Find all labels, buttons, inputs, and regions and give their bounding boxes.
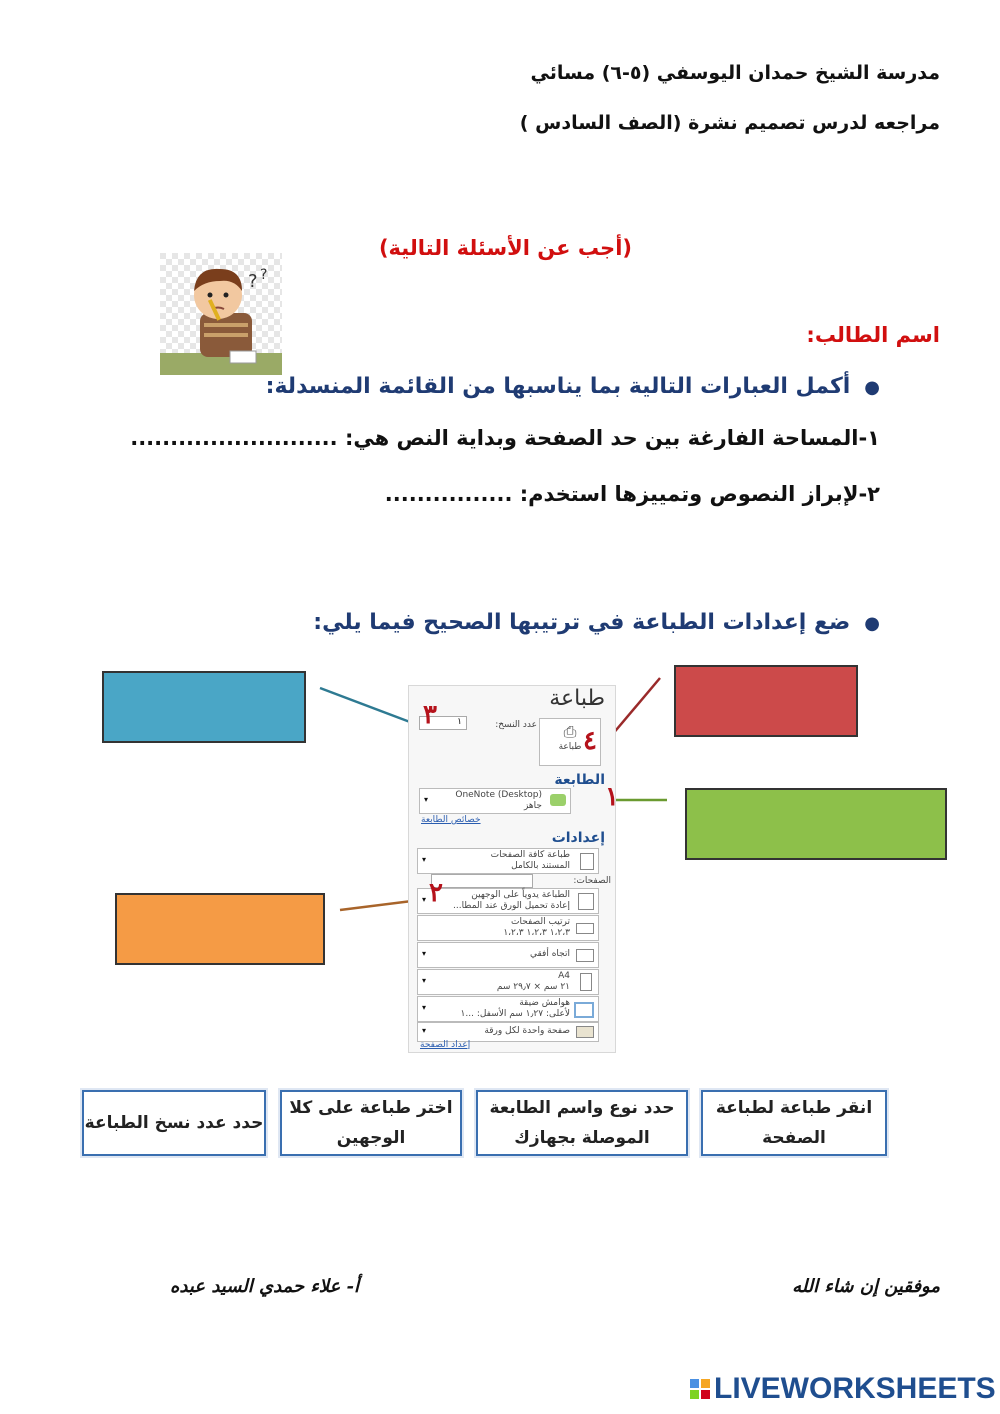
dropdown-icon: ▾: [422, 855, 427, 864]
dropdown-icon: ▾: [422, 1003, 427, 1012]
pages-label: الصفحات:: [573, 876, 611, 886]
closing-wish: موفقين إن شاء الله: [792, 1276, 940, 1297]
marker-1: ١: [605, 782, 619, 812]
liveworksheets-logo: [690, 1372, 996, 1406]
dropdown-icon: ▾: [422, 976, 427, 985]
answer-blank-2[interactable]: ................: [384, 482, 513, 506]
margins-select[interactable]: هوامش ضيقة لأعلى: ١٫٢٧ سم الأسفل: ...١ ▾: [417, 996, 599, 1022]
print-button[interactable]: ⎙ طباعة: [539, 718, 601, 766]
section1-title: ●أكمل العبارات التالية بما يناسبها من القائمة المنسدلة:: [265, 374, 880, 399]
connector-blue: [320, 688, 410, 722]
print-settings-panel: [408, 685, 619, 1053]
duplex-icon: [578, 893, 594, 910]
drop-box-duplex[interactable]: [115, 893, 325, 965]
landscape-icon: [576, 949, 594, 962]
lesson-title: مراجعه لدرس تصميم نشرة (الصف السادس ): [519, 112, 940, 134]
student-name-label: اسم الطالب:: [806, 323, 940, 347]
answer-option-4[interactable]: انقر طباعة لطباعة الصفحة: [701, 1090, 887, 1156]
marker-2: ٢: [429, 878, 443, 908]
answer-option-2[interactable]: اختر طباعة على كلا الوجهين: [280, 1090, 462, 1156]
orientation-select[interactable]: اتجاه أفقي ▾: [417, 942, 599, 968]
pages-input[interactable]: [431, 874, 533, 888]
onenote-printer-icon: [550, 794, 566, 806]
marker-4: ٤: [583, 726, 597, 756]
marker-3: ٣: [423, 700, 437, 730]
liveworksheets-icon: [690, 1379, 710, 1399]
dropdown-icon: ▾: [424, 795, 429, 804]
collate-icon: [576, 923, 594, 934]
drop-box-copies[interactable]: [102, 671, 306, 743]
pages-range-select[interactable]: طباعة كافة الصفحات المستند بالكامل ▾: [417, 848, 599, 874]
printer-section-title: الطابعة: [554, 772, 605, 788]
printer-icon: ⎙: [563, 722, 577, 741]
collate-select[interactable]: ترتيب الصفحات ١،٢،٣ ١،٢،٣ ١،٢،٣: [417, 915, 599, 941]
margins-icon: [574, 1002, 594, 1018]
teacher-name: أ- علاء حمدي السيد عبده: [170, 1276, 360, 1297]
printer-properties-link[interactable]: خصائص الطابعة: [421, 815, 481, 825]
svg-text:?: ?: [248, 271, 258, 292]
brand-text: LIVEWORKSHEETS: [714, 1372, 996, 1405]
printer-select[interactable]: OneNote (Desktop) جاهز ▾: [419, 788, 571, 814]
question-1: ١-المساحة الفارغة بين حد الصفحة وبداية النص هي: ..........................: [130, 426, 880, 450]
bullet-icon: ●: [864, 613, 880, 634]
svg-text:?: ?: [260, 267, 268, 283]
instruction-heading: (أجب عن الأسئلة التالية): [378, 236, 632, 260]
pages-per-sheet-select[interactable]: صفحة واحدة لكل ورقة ▾: [417, 1022, 599, 1042]
document-icon: [580, 853, 594, 870]
print-panel-title: طباعة: [549, 686, 605, 711]
paper-icon: [580, 973, 592, 991]
dropdown-icon: ▾: [422, 895, 427, 904]
answer-option-1[interactable]: حدد عدد نسخ الطباعة: [82, 1090, 266, 1156]
drop-box-print[interactable]: [674, 665, 858, 737]
dropdown-icon: ▾: [422, 1026, 427, 1035]
section2-title: ●ضع إعدادات الطباعة في ترتيبها الصحيح فيما يلي:: [313, 610, 880, 635]
drop-box-printer[interactable]: [685, 788, 947, 860]
page-setup-link[interactable]: إعداد الصفحة: [420, 1040, 471, 1050]
dropdown-icon: ▾: [422, 949, 427, 958]
answer-option-3[interactable]: حدد نوع واسم الطابعة الموصلة بجهازك: [476, 1090, 688, 1156]
copies-label: عدد النسخ:: [495, 720, 537, 730]
sheet-icon: [576, 1026, 594, 1038]
copies-input[interactable]: ١: [419, 716, 467, 730]
settings-section-title: إعدادات: [551, 830, 605, 846]
answer-blank-1[interactable]: ..........................: [130, 426, 338, 450]
duplex-select[interactable]: الطباعة يدوياً على الوجهين إعادة تحميل الورق عند المطا... ▾: [417, 888, 599, 914]
question-2: ٢-لإبراز النصوص وتمييزها استخدم: ................: [384, 482, 880, 506]
paper-size-select[interactable]: A4 ٢١ سم × ٢٩٫٧ سم ▾: [417, 969, 599, 995]
school-name: مدرسة الشيخ حمدان اليوسفي (٥-٦) مسائي: [530, 62, 940, 84]
bullet-icon: ●: [864, 377, 880, 398]
